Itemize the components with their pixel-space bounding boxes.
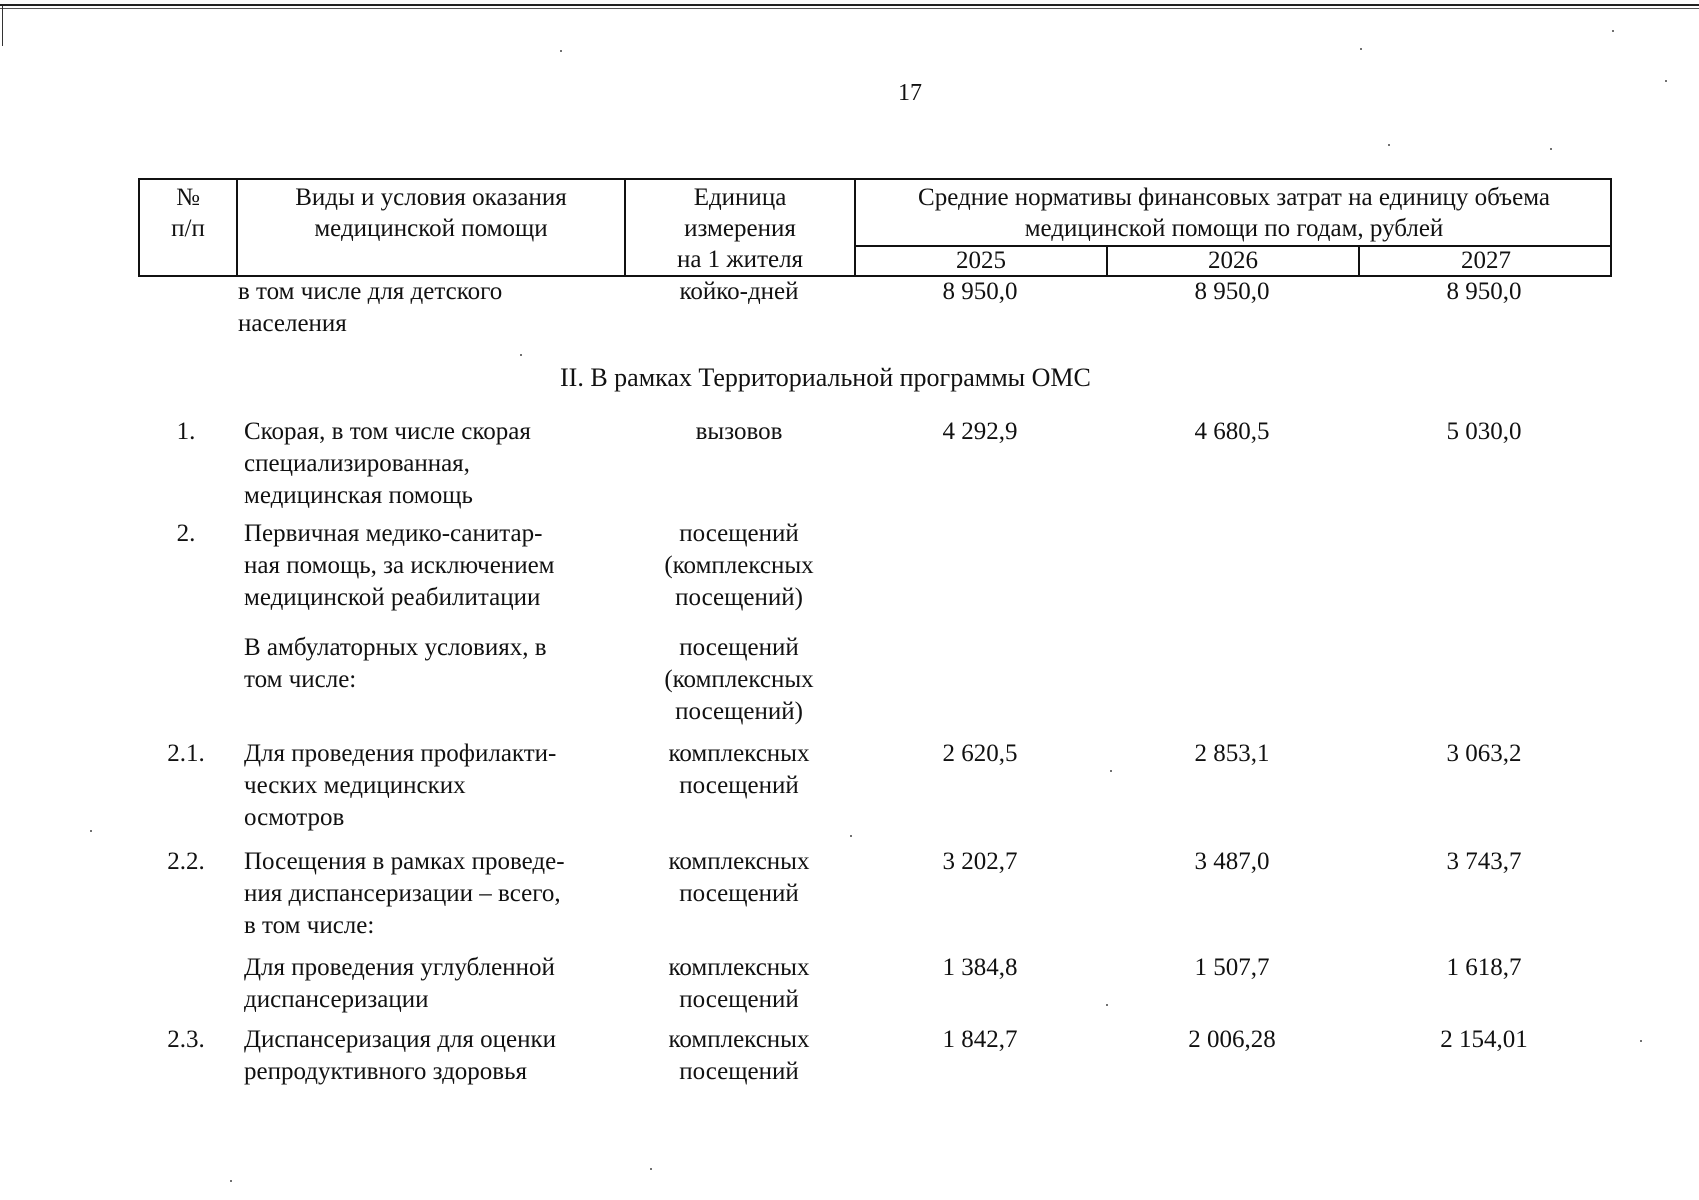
scan-speck [1550, 148, 1552, 150]
scan-speck [560, 50, 562, 52]
table-header [138, 178, 1612, 277]
scan-speck [1640, 1040, 1642, 1042]
row-value-2027: 3 063,2 [1446, 740, 1522, 767]
scan-speck [850, 835, 852, 837]
scan-speck [230, 1180, 232, 1182]
scan-speck [1388, 144, 1390, 146]
section-title: II. В рамках Территориальной программы ОМС [560, 363, 1091, 392]
header-col-types: Виды и условия оказания медицинской помощи [295, 184, 567, 242]
row-unit: вызовов [695, 418, 783, 445]
row-value-2025: 3 202,7 [942, 848, 1018, 875]
row-text: в том числе для детского населения [238, 278, 503, 337]
row-value-2027: 8 950,0 [1446, 278, 1522, 305]
row-number: 1. [176, 418, 196, 445]
header-year-2025: 2025 [956, 247, 1006, 274]
row-text: В амбулаторных условиях, в том числе: [244, 634, 547, 693]
row-number: 2.1. [167, 740, 205, 767]
scan-speck [1665, 80, 1667, 82]
scan-border-top [0, 4, 1699, 6]
row-unit: комплексных посещений [668, 954, 810, 1013]
scan-speck [1110, 770, 1112, 772]
row-value-2027: 1 618,7 [1446, 954, 1522, 981]
row-value-2025: 1 384,8 [942, 954, 1018, 981]
page-number: 17 [898, 80, 922, 106]
row-value-2027: 5 030,0 [1446, 418, 1522, 445]
row-value-2026: 8 950,0 [1194, 278, 1270, 305]
scan-speck [1612, 30, 1614, 32]
header-col-number: № п/п [171, 184, 205, 242]
scan-border-left [2, 6, 3, 46]
row-unit: комплексных посещений [668, 1026, 810, 1085]
scan-speck [650, 1168, 652, 1170]
row-unit: комплексных посещений [668, 848, 810, 907]
row-text: Для проведения профилакти- ческих медицинских осмотров [244, 740, 557, 831]
scan-speck [520, 354, 522, 356]
row-value-2025: 4 292,9 [942, 418, 1018, 445]
scan-speck [90, 830, 92, 832]
row-value-2026: 4 680,5 [1194, 418, 1270, 445]
row-value-2025: 8 950,0 [942, 278, 1018, 305]
scan-border-top-inner [0, 8, 1699, 9]
header-col-norms: Средние нормативы финансовых затрат на единицу объема медицинской помощи по годам, рублей [918, 184, 1550, 242]
row-value-2026: 2 006,28 [1188, 1026, 1276, 1053]
row-text: Скорая, в том числе скорая специализированная, медицинская помощь [244, 418, 531, 509]
row-value-2027: 3 743,7 [1446, 848, 1522, 875]
scan-speck [1360, 48, 1362, 50]
row-number: 2.2. [167, 848, 205, 875]
row-text: Для проведения углубленной диспансеризации [244, 954, 555, 1013]
row-text: Первичная медико-санитар- ная помощь, за исключением медицинской реабилитации [244, 520, 555, 611]
row-text: Диспансеризация для оценки репродуктивного здоровья [244, 1026, 557, 1085]
scan-speck [1106, 1004, 1108, 1006]
row-unit: койко-дней [679, 278, 799, 305]
row-number: 2. [176, 520, 196, 547]
row-value-2026: 2 853,1 [1194, 740, 1270, 767]
row-value-2027: 2 154,01 [1440, 1026, 1528, 1053]
header-year-2027: 2027 [1461, 247, 1511, 274]
row-value-2025: 1 842,7 [942, 1026, 1018, 1053]
row-text: Посещения в рамках проведе- ния диспансеризации – всего, в том числе: [244, 848, 565, 939]
header-year-2026: 2026 [1208, 247, 1258, 274]
row-unit: посещений (комплексных посещений) [664, 634, 814, 725]
row-value-2026: 3 487,0 [1194, 848, 1270, 875]
row-number: 2.3. [167, 1026, 205, 1053]
header-col-unit: Единица измерения на 1 жителя [676, 184, 804, 273]
row-unit: посещений (комплексных посещений) [664, 520, 814, 611]
row-value-2026: 1 507,7 [1194, 954, 1270, 981]
row-value-2025: 2 620,5 [942, 740, 1018, 767]
row-unit: комплексных посещений [668, 740, 810, 799]
